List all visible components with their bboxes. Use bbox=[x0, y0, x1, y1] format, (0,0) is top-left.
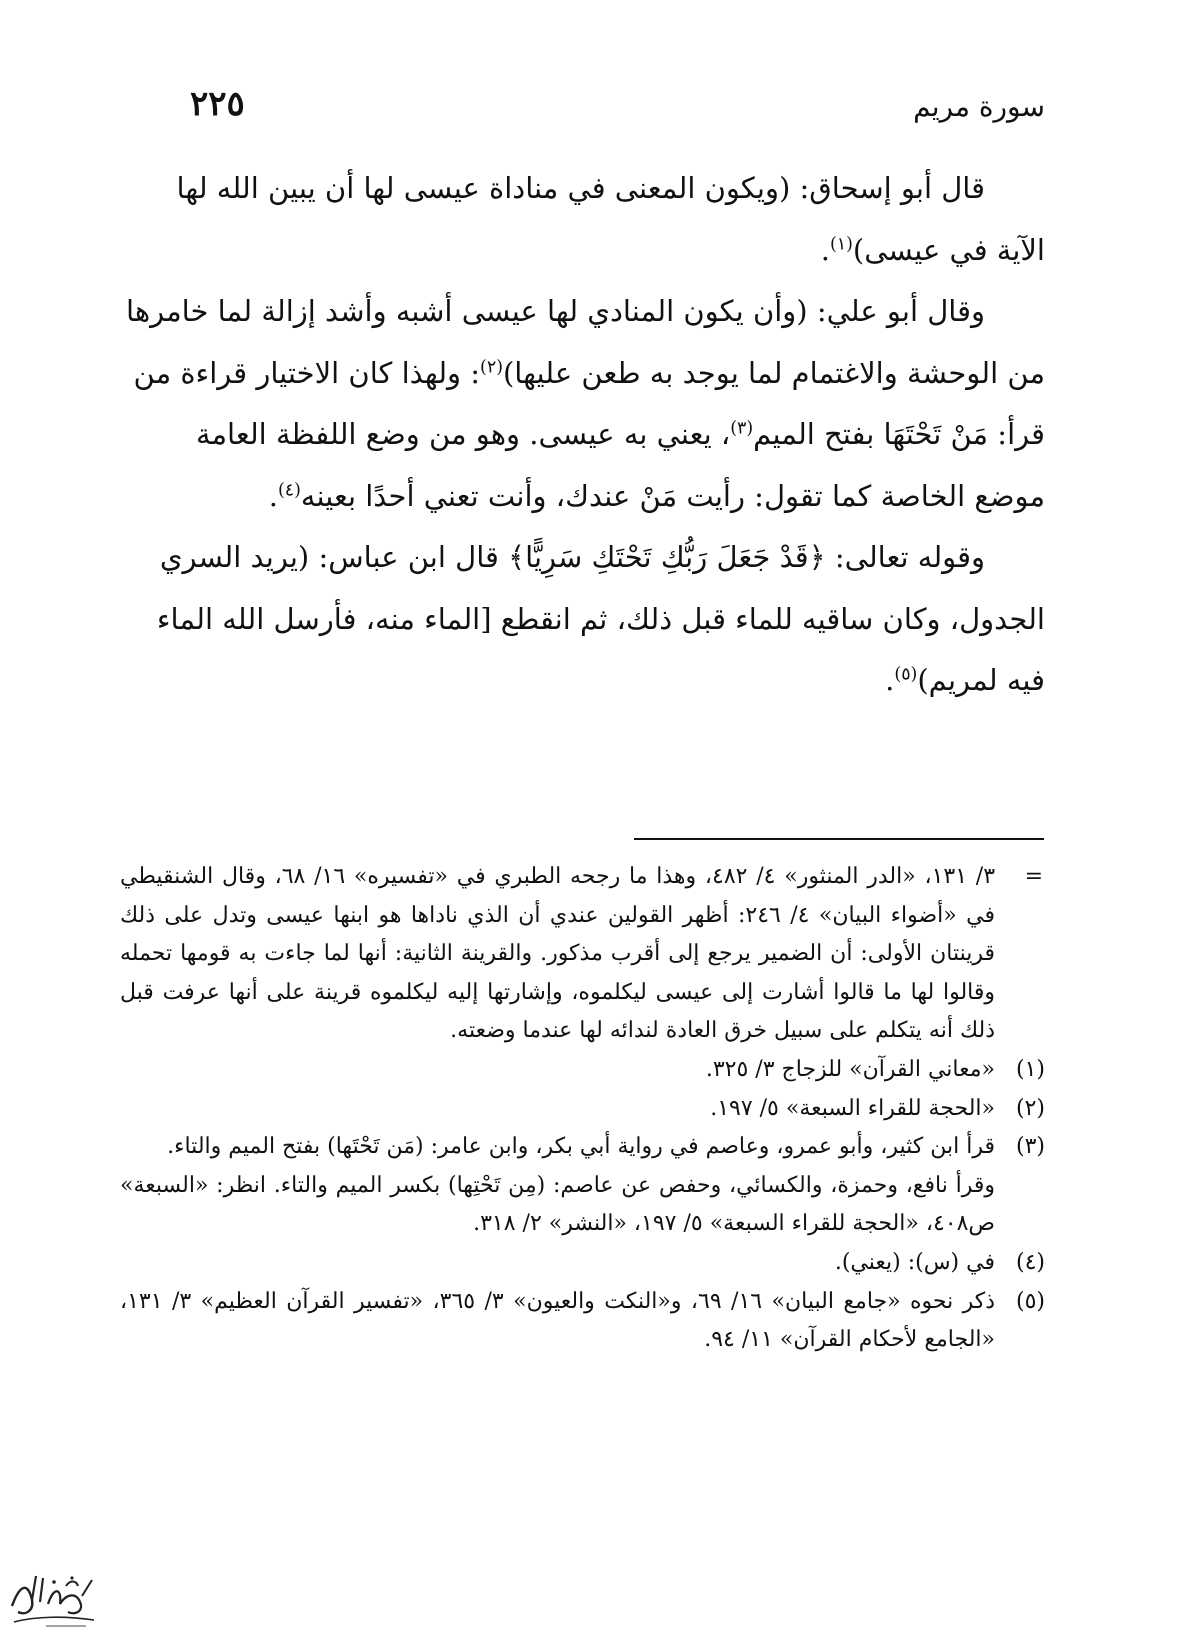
footnote-continuation bbox=[120, 858, 1045, 1051]
footnote-text: قرأ ابن كثير، وأبو عمرو، وعاصم في رواية أبي بكر، وابن عامر: (مَن تَحْتَها) بفتح الميم والتاء. bbox=[167, 1134, 995, 1160]
calligraphy-logo-icon bbox=[6, 1566, 98, 1632]
footnote-text: ٣/ ١٣١، «الدر المنثور» ٤/ ٤٨٢، وهذا ما رجحه الطبري في «تفسيره» ١٦/ ٦٨، وقال الشنقيطي في «أضواء البيان» ٤/ ٢٤٦: أظهر القولين عندي أن الذي ناداها هو ابنها عيسى وتدل على ذلك قرينتان الأولى: أن الضمير يرجع إلى أقرب مذكور. والقرينة الثانية: أنها لما جاءت به قومها تحمله وقالوا لها ما قالوا أشارت إلى عيسى ليكلموه، وإشارتها إليه ليكلموه قرينة على أنها عرفت قبل ذلك أنه يتكلم على سبيل خرق العادة لندائه لها عندما وضعته. bbox=[120, 864, 996, 1044]
footnote-text: ذكر نحوه «جامع البيان» ١٦/ ٦٩، و«النكت والعيون» ٣/ ٣٦٥، «تفسير القرآن العظيم» ٣/ ١٣١، «الجامع لأحكام القرآن» ١١/ ٩٤. bbox=[120, 1288, 996, 1353]
footnote-text: في (س): (يعني). bbox=[834, 1249, 995, 1275]
paragraph-text: قال أبو إسحاق: (ويكون المعنى في مناداة عيسى لها أن يبين الله لها الآية في عيسى) bbox=[176, 171, 1045, 267]
footnotes bbox=[120, 858, 1045, 1360]
footnote-3-continued bbox=[120, 1167, 1045, 1244]
footnote-ref: (٤) bbox=[277, 479, 301, 500]
footnote-ref: (٢) bbox=[480, 356, 503, 377]
footnote-ref: (١) bbox=[829, 233, 853, 254]
paragraph-tail: . bbox=[820, 232, 830, 267]
paragraph-text: وقوله تعالى: ﴿قَدْ جَعَلَ رَبُّكِ تَحْتَكِ سَرِيًّا﴾ قال ابن عباس: (يريد السري الجدول، وكان ساقيه للماء قبل ذلك، ثم انقطع [الماء منه، فأرسل الله الماء فيه لمريم) bbox=[156, 540, 1045, 697]
calligraphy-logo-icon bbox=[6, 1566, 98, 1632]
footnote-number: (٢) bbox=[1015, 1095, 1045, 1121]
footnote-separator bbox=[634, 838, 1044, 840]
footnote-4 bbox=[120, 1244, 1045, 1283]
paragraph-text: ، يعني به عيسى. وهو من وضع اللفظة العامة موضع الخاصة كما تقول: رأيت مَنْ عندك، وأنت تعني أحدًا بعينه bbox=[195, 417, 1045, 513]
paragraph-tail: . bbox=[268, 478, 278, 513]
footnote-number: (٤) bbox=[1015, 1249, 1045, 1275]
footnote-ref: (٣) bbox=[730, 418, 754, 439]
footnote-number: (٣) bbox=[1015, 1134, 1045, 1160]
footnote-3 bbox=[120, 1128, 1045, 1167]
footnote-ref: (٥) bbox=[894, 664, 918, 685]
paragraph-3 bbox=[120, 527, 1045, 712]
footnote-text: «معاني القرآن» للزجاج ٣/ ٣٢٥. bbox=[705, 1056, 995, 1082]
footnote-number: (١) bbox=[1015, 1056, 1045, 1082]
footnote-number: (٥) bbox=[1015, 1288, 1045, 1314]
footnote-text: «الحجة للقراء السبعة» ٥/ ١٩٧. bbox=[710, 1095, 995, 1121]
paragraph-text: وقال أبو علي: (وأن يكون المنادي لها عيسى أشبه وأشد إزالة لما خامرها من الوحشة والاغتمام لما يوجد به طعن عليها) bbox=[126, 294, 1045, 390]
footnote-2 bbox=[120, 1090, 1045, 1129]
paragraph-1 bbox=[120, 158, 1045, 281]
main-text bbox=[120, 158, 1045, 712]
running-title: سورة مريم bbox=[913, 90, 1045, 123]
continuation-marker: = bbox=[1024, 864, 1043, 889]
footnote-text: وقرأ نافع، وحمزة، والكسائي، وحفص عن عاصم: (مِن تَحْتِها) بكسر الميم والتاء. انظر: «السبعة» ص٤٠٨، «الحجة للقراء السبعة» ٥/ ١٩٧، «النشر» ٢/ ٣١٨. bbox=[120, 1172, 995, 1237]
paragraph-tail: . bbox=[885, 663, 895, 697]
paragraph-2 bbox=[120, 281, 1045, 527]
footnote-1 bbox=[120, 1051, 1045, 1090]
page-number: ٢٢٥ bbox=[190, 84, 245, 124]
footnote-5 bbox=[120, 1283, 1045, 1360]
paragraph-text: : ولهذا كان الاختيار قراءة من قرأ: مَنْ تَحْتَهَا بفتح الميم bbox=[133, 355, 1045, 451]
